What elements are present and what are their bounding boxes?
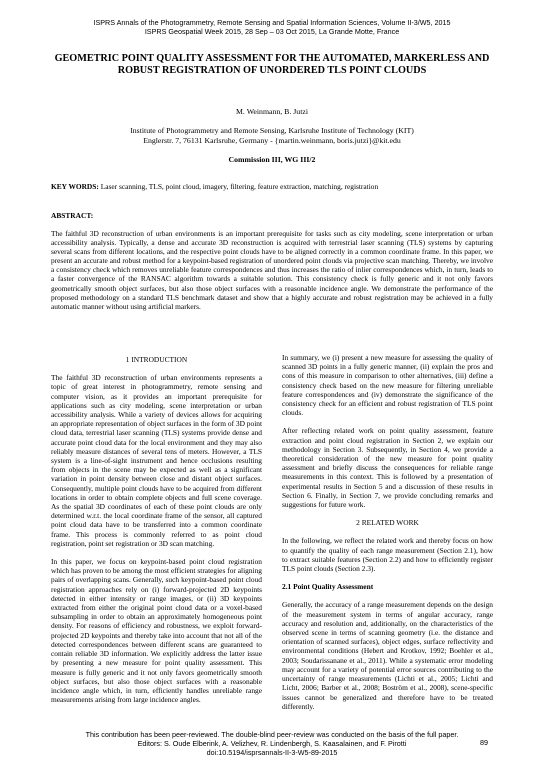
authors: M. Weinmann, B. Jutzi <box>236 107 308 116</box>
commission: Commission III, WG III/2 <box>228 155 316 164</box>
related-work-paragraph-2: Generally, the accuracy of a range measurement depends on the design of the measurement system in terms of angular accuracy, range accuracy and resolution and, additionally, on the characteristics of the observed scene in terms of scanning geometry (i.e. the distance and orientation of scanned surfaces), object edges, surface reflectivity and environmental conditions (Hebert and Krotkov, 1992; Boehler et al., 2003; Soudarissanane et al., 2011). While a systematic error modeling may account for a variety of potential error sources contributing to the uncertainty of range measurements (Lichti et al., 2005; Lichti and Licht, 2006; Barber et al., 2008; Boström et al., 2008), scene-specific issues cannot be generalized and therefore have to be treated differently. <box>282 600 493 711</box>
intro-paragraph-1: The faithful 3D reconstruction of urban environments represents a topic of great interest in photogrammetry, remote sensing and computer vision, as it provides an important prerequisite for applications such as city modeling, scene interpretation or urban accessibility analysis. While a variety of devices allows for acquiring an appropriate representation of object surfaces in the form of 3D point cloud data, terrestrial laser scanning (TLS) systems provide dense and accurate point cloud data for the local environment and they may also reliably measure distances of several tens of meters. However, a TLS system is a line-of-sight instrument and hence occlusions resulting from objects in the scene may be expected as well as a significant variation in point density between close and distant object surfaces. Consequently, multiple point clouds have to be acquired from different locations in order to obtain complete objects and full scene coverage. As the spatial 3D coordinates of each of these point clouds are only determined w.r.t. the local coordinate frame of the sensor, all captured point cloud data have to be transferred into a common coordinate frame. This process is commonly referred to as point cloud registration, point set registration or 3D scan matching. <box>51 373 262 548</box>
left-column <box>51 355 262 713</box>
section-introduction-heading: 1 INTRODUCTION <box>125 355 188 364</box>
intro-paragraph-4: After reflecting related work on point quality assessment, feature extraction and point cloud registration in Section 2, we explain our methodology in Section 3. Subsequently, in Section 4, we provide a theoretical consideration of the new measure for point quality assessment and briefly discuss the consequences for reliable range measurements in this context. This is followed by a presentation of experimental results in Section 5 and a discussion of these results in Section 6. Finally, in Section 7, we provide concluding remarks and suggestions for future work. <box>282 426 493 510</box>
address: Englerstr. 7, 76131 Karlsruhe, Germany - {martin.weinmann, boris.jutzi}@kit.edu <box>143 136 401 145</box>
intro-paragraph-2: In this paper, we focus on keypoint-based point cloud registration which has proven to be among the most efficient strategies for aligning pairs of overlapping scans. Generally, such keypoint-based point cloud registration approaches rely on (i) forward-projected 2D keypoints detected in either intensity or range images, or (ii) 3D keypoints extracted from either the original point cloud data or a voxel-based subsampling in order to obtain an approximately homogeneous point density. For reasons of efficiency and robustness, we exploit forward-projected 2D keypoints and thereby take into account that not all of the detected correspondences between different scans are guaranteed to contain reliable 3D information. We explicitly address the latter issue by presenting a new measure for point quality assessment. This measure is fully generic and it not only favors geometrically smooth object surfaces, but also those object surfaces with a reasonable incidence angle which, in turn, efficiently handles unreliable range measurements arising from large incidence angles. <box>51 557 262 705</box>
footer-line-1: This contribution has been peer-reviewed. The double-blind peer-review was conducted on the basis of the full paper. <box>85 730 459 739</box>
keywords <box>51 182 493 191</box>
subsection-point-quality-heading: 2.1 Point Quality Assessment <box>282 582 374 592</box>
page-footer <box>0 730 544 757</box>
section-related-work-heading: 2 RELATED WORK <box>356 518 419 528</box>
header-line-1: ISPRS Annals of the Photogrammetry, Remote Sensing and Spatial Information Sciences, Volume II-3/W5, 2015 <box>93 18 451 27</box>
right-column <box>282 353 493 720</box>
journal-header <box>0 18 544 36</box>
footer-doi: doi:10.5194/isprsannals-II-3-W5-89-2015 <box>206 748 338 757</box>
affiliation: Institute of Photogrammetry and Remote Sensing, Karlsruhe Institute of Technology (KIT) <box>130 126 414 135</box>
abstract-text: The faithful 3D reconstruction of urban environments is an important prerequisite for tasks such as city modeling, scene interpretation or urban accessibility analysis. Typically, a dense and accurate 3D reconstruction is acquired with terrestrial laser scanning (TLS) systems by capturing several scans from different locations, and the respective point clouds have to be aligned correctly in a common coordinate frame. In this paper, we present an accurate and robust method for a keypoint-based registration of unordered point clouds via projective scan matching. Thereby, we involve a consistency check which removes unreliable feature correspondences and thus increases the ratio of inlier correspondences which, in turn, leads to a faster convergence of the RANSAC algorithm towards a suitable solution. This consistency check is fully generic and it not only favors geometrically smooth object surfaces, but also those object surfaces with a reasonable incidence angle. We demonstrate the performance of the proposed methodology on a standard TLS benchmark dataset and show that a highly accurate and robust registration may be achieved in a fully automatic manner without using artificial markers. <box>51 229 493 311</box>
intro-paragraph-3: In summary, we (i) present a new measure for assessing the quality of scanned 3D points in a fully generic manner, (ii) explain the pros and cons of this measure in comparison to other alternatives, (iii) define a consistency check based on the new measure for filtering unreliable feature correspondences and (iv) demonstrate the significance of the consistency check for an efficient and robust registration of TLS point clouds. <box>282 353 493 418</box>
page-number: 89 <box>480 738 488 747</box>
paper-title: GEOMETRIC POINT QUALITY ASSESSMENT FOR THE AUTOMATED, MARKERLESS AND ROBUST REGISTRATION OF UNORDERED TLS POINT CLOUDS <box>54 53 490 76</box>
keywords-text: Laser scanning, TLS, point cloud, imagery, filtering, feature extraction, matching, registration <box>100 182 379 191</box>
footer-line-2: Editors: S. Oude Elberink, A. Velizhev, R. Lindenbergh, S. Kaasalainen, and F. Pirotti <box>137 739 407 748</box>
abstract-label: ABSTRACT: <box>51 211 94 220</box>
keywords-label: KEY WORDS: <box>51 182 99 191</box>
related-work-paragraph-1: In the following, we reflect the related work and thereby focus on how to quantify the quality of each range measurement (Section 2.1), how to extract suitable features (Section 2.2) and how to efficiently register TLS point clouds (Section 2.3). <box>282 536 493 574</box>
header-line-2: ISPRS Geospatial Week 2015, 28 Sep – 03 Oct 2015, La Grande Motte, France <box>144 27 400 36</box>
